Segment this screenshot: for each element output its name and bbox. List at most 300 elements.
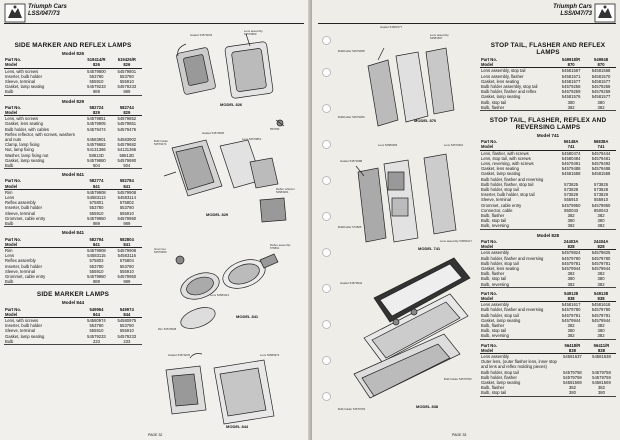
part-number: 380 (597, 328, 605, 334)
part-number: 553780 (119, 73, 134, 79)
binder-hole (322, 140, 331, 149)
parts-table (4, 178, 142, 227)
part-description: Bulb holder, flasher and reversing (481, 176, 544, 182)
part-number: 54579233 (117, 333, 137, 339)
part-number-header: 56148A (563, 139, 579, 145)
callout-c16: Bulbholder 54579259 (338, 115, 365, 119)
brand-ref-right: LSS/047/73 (560, 11, 592, 17)
part-description: Bulb holder, stop tail (481, 312, 519, 318)
part-number: 555910 (119, 328, 134, 334)
part-description: Bulb (5, 89, 14, 95)
part-description: Lens, stop tail, with screws (481, 155, 531, 161)
part-description: Bulb, flasher (481, 322, 505, 328)
part-number: 54579950 (591, 202, 611, 208)
part-number: 54583114 (117, 195, 136, 201)
part-number: 382 (567, 322, 575, 328)
model-number-header: 844 (81, 312, 111, 318)
part-description: Rim (5, 247, 13, 253)
part-number: 54579824 (561, 250, 581, 256)
part-description: Rim (5, 189, 13, 195)
callout-c15: Lens assembly 54581567 (430, 33, 449, 40)
callout-c19: Bulbholder 573825 (338, 225, 362, 229)
table-row (480, 105, 616, 111)
model-number-header: 741 (556, 144, 586, 150)
caption-model-844: MODEL 844 (226, 424, 249, 429)
part-number: 54581571 (561, 73, 581, 79)
part-number: 54581569 (592, 379, 611, 385)
model-number-header: 841 (81, 184, 111, 190)
callout-c13: Gasket 54581577 (380, 25, 403, 29)
part-description: Reflex assembly (5, 200, 36, 206)
part-number: 54579908 (87, 189, 106, 195)
part-number: 54579759 (563, 374, 582, 380)
part-number: 54579944 (561, 317, 581, 323)
triumph-logo-icon-right (594, 3, 616, 23)
parts-table-741 (480, 133, 616, 230)
part-description: Grommet, cable entry (5, 273, 46, 279)
part-number: 380 (567, 218, 575, 224)
part-number: 233 (123, 338, 131, 344)
part-number: 553780 (89, 263, 104, 269)
parts-table (480, 343, 616, 397)
model-number-header: 828 (586, 244, 616, 250)
part-description: Connector, cable (481, 207, 513, 213)
part-number: 54581567 (561, 68, 581, 74)
part-number: 382 (597, 271, 605, 277)
part-number: 380 (568, 390, 576, 396)
part-description: Bulb (5, 279, 14, 285)
part-number-header: 582794 (89, 236, 104, 242)
part-number: 382 (597, 385, 605, 391)
model-number-header: 870 (556, 62, 586, 68)
part-description: Bulb holder, stop tail (481, 260, 519, 266)
part-description: Lens assembly, flasher (481, 73, 524, 79)
part-number: 54581558 (591, 171, 611, 177)
parts-table-838a (480, 291, 616, 340)
part-number-header: 56838A (593, 139, 609, 145)
part-number: 54581568 (591, 68, 611, 74)
part-description: Bulb holder, stop tail (481, 369, 519, 375)
caption-model-741: MODEL 741 (418, 246, 441, 251)
left-diagrams (150, 28, 308, 438)
part-no-label: Part No. (481, 238, 498, 244)
part-description: Bulb, stop tail (481, 390, 507, 396)
part-description: Reflex reflector, with screws, washers (5, 131, 75, 137)
part-number: 54579908 (87, 247, 106, 253)
part-description: Washer, lamp fixing nut (5, 152, 49, 158)
model-label: Model (4, 242, 81, 248)
part-description: Bulb, reversing (481, 333, 509, 339)
part-description: Bulb (5, 221, 14, 227)
left-header (0, 0, 312, 26)
part-number: 573829 (594, 192, 609, 198)
part-description: Nut, lamp fixing (5, 147, 34, 153)
part-number: 54581618 (591, 302, 611, 308)
parts-table (4, 307, 142, 345)
model-label: Model (4, 110, 81, 116)
model-title: Model 829 (61, 98, 85, 104)
part-number: 575804 (119, 258, 134, 264)
callout-c20: Lens 54579491 (444, 143, 464, 147)
part-description: Gasket, lamp seating (481, 379, 521, 385)
part-description: and lens and reflex molding pieces) (481, 364, 547, 370)
part-number: 54579780 (561, 307, 581, 313)
part-number: 54579801 (117, 68, 137, 74)
part-number: 575801 (89, 200, 104, 206)
binder-hole (322, 248, 331, 257)
part-number: 54579682 (117, 142, 137, 148)
binder-hole (322, 176, 331, 185)
table-row (480, 390, 616, 396)
part-number: 54579488 (591, 166, 611, 172)
part-description: Bulb (5, 163, 14, 169)
parts-table (480, 139, 616, 229)
part-number: 850043 (564, 207, 579, 213)
model-number-header: 841 (112, 242, 142, 248)
caption-model-870: MODEL 870 (414, 118, 437, 123)
part-number-header: 549974 (119, 306, 134, 312)
model-label: Model (480, 244, 556, 250)
part-number-header: 519426/R (117, 57, 136, 63)
part-description: Sleeve, terminal (5, 79, 36, 85)
part-number: 380 (567, 276, 575, 282)
part-no-label: Part No. (5, 236, 22, 242)
part-number: 54581570 (591, 73, 611, 79)
part-number: 58813D (119, 152, 135, 158)
small-part-number: 553780 (270, 127, 280, 131)
part-number: 54579259 (591, 89, 611, 95)
callout-c7: Grommet 54579950 (154, 247, 167, 254)
model-label: Model (4, 62, 81, 68)
part-number: 989 (92, 89, 100, 95)
part-number-header: 582774 (89, 178, 104, 184)
callout-c5: Lens 54579851 (242, 137, 262, 141)
model-title: Model 841 (61, 172, 85, 178)
parts-table-844 (4, 300, 142, 345)
part-description: Bulb holder, flasher and reflex (481, 89, 537, 95)
callout-c2: Lens assembly 54579800 (244, 29, 263, 36)
section-title-side-marker: SIDE MARKER LAMPS (36, 291, 110, 299)
model-title: Model 841 (61, 230, 85, 236)
part-description: Lens assembly (481, 250, 509, 256)
part-number: 54579491 (561, 161, 581, 167)
part-number: 54579950 (117, 215, 137, 221)
part-description: Sleeve, terminal (481, 197, 512, 203)
part-number: 573825 (564, 181, 579, 187)
part-number: 54579258 (591, 84, 611, 90)
part-description: Bulb, flasher (481, 213, 505, 219)
part-number-header: 549128 (564, 290, 579, 296)
part-number: 573829 (564, 192, 579, 198)
part-number: 382 (597, 223, 605, 229)
part-number: 54579780 (561, 255, 581, 261)
section-title-stop-tail-reversing: STOP TAIL, FLASHER, REFLEX AND REVERSING LAMPS (489, 117, 607, 132)
part-number-header: 56418/R (564, 342, 581, 348)
part-description: Bulb, flasher (481, 104, 505, 110)
callout-c1: Gasket 54579233 (190, 33, 213, 37)
parts-table-826 (4, 51, 142, 96)
part-number-header: 582804 (119, 236, 134, 242)
header-rule-right (318, 23, 616, 24)
part-description: Lens, with screws (5, 116, 39, 122)
part-number: 54579781 (561, 312, 581, 318)
part-number: 382 (567, 104, 575, 110)
part-description: Grommet, cable entry (481, 202, 522, 208)
part-number: 54581577 (591, 94, 611, 100)
part-number: 380 (597, 390, 605, 396)
callout-c12: Lens 54580974 (260, 353, 280, 357)
part-number: 54579488 (561, 166, 581, 172)
model-label: Model (4, 184, 81, 190)
model-number-header: 838 (586, 296, 616, 302)
part-description: Lens, flasher, with screws (481, 150, 529, 156)
part-number: 553780 (89, 73, 104, 79)
part-number: 54579258 (561, 84, 581, 90)
table-row (480, 223, 616, 229)
callout-c23: Bulb holder 54579780 (444, 377, 472, 381)
part-number: 575802 (119, 200, 134, 206)
part-number: 54579492 (591, 161, 611, 167)
binder-hole (322, 320, 331, 329)
part-number: 382 (567, 223, 575, 229)
callout-c14: Bulbholder 54579258 (338, 49, 365, 53)
model-number-header: 741 (586, 144, 616, 150)
part-number: 54579880 (87, 157, 106, 163)
callout-c3: Bulb holder 54579474 (154, 139, 169, 146)
binder-hole (322, 392, 331, 401)
model-number-header: 841 (81, 242, 111, 248)
model-number-header: 838 (558, 348, 587, 354)
part-number: 54579781 (591, 312, 611, 318)
parts-table (480, 57, 616, 111)
part-number: 504 (123, 163, 131, 169)
part-number: 380 (567, 328, 575, 334)
part-number: 54579780 (591, 255, 611, 261)
model-title: Model 826 (61, 51, 85, 56)
part-description: and nuts (5, 137, 22, 143)
part-description: Bulb, flasher (481, 385, 505, 391)
part-description: Bulb, flasher (481, 271, 505, 277)
part-number: 382 (597, 281, 605, 287)
part-number: 54580974 (87, 317, 106, 323)
part-number: 382 (567, 281, 575, 287)
part-number-header: 549918/R (562, 57, 581, 62)
brand-block (28, 4, 67, 18)
model-label: Model (480, 348, 558, 354)
part-description: Outer lens, (outer flasher lens, inner stop (481, 359, 557, 365)
table-row (480, 333, 616, 339)
part-number: 54579476 (117, 126, 137, 132)
table-row (4, 279, 142, 285)
part-number: 54581637 (563, 353, 582, 359)
part-number: 989 (123, 279, 131, 285)
part-description: Bulb holder assembly, stop tail (481, 84, 538, 90)
part-description: Gasket, lens seating (481, 78, 519, 84)
triumph-logo-icon (4, 3, 26, 23)
part-description: Gasket, lamp seating (5, 157, 45, 163)
part-description: Reflex assembly (5, 258, 36, 264)
callout-c6: Reflex reflector 54583901 (276, 187, 295, 194)
parts-table (4, 237, 142, 286)
part-number-header: 549964 (89, 306, 104, 312)
part-number: 54579758 (563, 369, 582, 375)
right-page (312, 0, 620, 440)
part-number: 555910 (89, 328, 104, 334)
part-description: Bulb holder, flasher and reversing (481, 307, 544, 313)
model-number-header: 826 (112, 62, 142, 68)
part-description: Bulb (5, 338, 14, 344)
model-number-header: 829 (112, 110, 142, 116)
part-number: 575803 (89, 258, 104, 264)
part-description: Sleeve, terminal (5, 268, 36, 274)
parts-table-838b (480, 343, 616, 397)
part-number: 54579758 (592, 369, 611, 375)
part-number: 54579905 (87, 121, 106, 127)
binder-hole (322, 104, 331, 113)
part-description: Bulb holder, flasher and reversing (481, 255, 544, 261)
part-description: Gasket, lamp seating (481, 94, 521, 100)
part-number: 54579474 (87, 126, 106, 132)
part-number: 553780 (119, 205, 134, 211)
part-number: 54579950 (117, 273, 137, 279)
part-number: 54581577 (561, 78, 581, 84)
part-description: Bulb holder, flasher, stop tail (481, 181, 534, 187)
part-description: Lens (5, 253, 15, 259)
part-number: 54581638 (592, 353, 611, 359)
right-parts-column (480, 40, 616, 400)
left-page-number: PAGE 32 (148, 433, 163, 437)
part-number: 54579781 (561, 260, 581, 266)
model-title: Model 741 (536, 133, 560, 139)
part-description: Bulb, stop tail (481, 99, 507, 105)
part-number-header: 582784 (119, 178, 134, 184)
part-number: 54581577 (591, 78, 611, 84)
part-description: Lens, reversing, with screws (481, 161, 534, 167)
part-number: 382 (597, 213, 605, 219)
part-number: 555910 (594, 197, 609, 203)
part-number: 54581617 (561, 302, 581, 308)
callout-c17: Lens 54580484 (378, 143, 398, 147)
model-label: Model (480, 296, 556, 302)
part-number: 233 (92, 338, 100, 344)
part-number: 54581558 (561, 171, 581, 177)
part-number: 54579759 (592, 374, 611, 380)
part-no-label: Part No. (5, 178, 22, 184)
part-number: 54581569 (563, 379, 582, 385)
brand-name-right: Triumph Cars (553, 4, 592, 10)
brand-block-right (553, 4, 592, 18)
part-number: 54583901 (87, 137, 106, 143)
model-label: Model (480, 144, 556, 150)
model-number-header: 838 (587, 348, 616, 354)
callout-c8: Reflex assembly 575801 (270, 243, 291, 250)
part-number: 54579944 (591, 265, 611, 271)
part-description: Grommet, cable entry (5, 215, 46, 221)
part-number: 989 (92, 221, 100, 227)
binder-hole (322, 356, 331, 365)
part-number: 54579233 (87, 84, 106, 90)
table-row (4, 339, 142, 345)
part-no-label: Part No. (5, 57, 22, 63)
part-no-label: Part No. (481, 139, 498, 145)
model-number-header: 844 (112, 312, 142, 318)
part-number: 54579851 (117, 121, 137, 127)
part-number: 504 (92, 163, 100, 169)
part-description: Inserter, bulb holder (5, 205, 43, 211)
part-number: 989 (123, 89, 131, 95)
part-number: 54579781 (591, 260, 611, 266)
part-number: 850043 (594, 207, 609, 213)
model-number-header: 828 (556, 244, 586, 250)
part-no-label: Part No. (481, 290, 498, 296)
part-number: 54580975 (117, 317, 137, 323)
part-description: Lens (5, 195, 15, 201)
part-number-header: 24403A (563, 238, 579, 244)
header-rule (4, 23, 304, 24)
binder-hole (322, 36, 331, 45)
model-label: Model (4, 312, 81, 318)
part-number: 573828 (564, 187, 579, 193)
left-parts-column (4, 40, 142, 348)
part-description: Gasket, lens seating (5, 121, 43, 127)
part-description: Lens assembly (481, 302, 509, 308)
brand-name: Triumph Cars (28, 4, 67, 10)
part-number-header: 549948 (594, 57, 609, 62)
part-number: 380 (597, 276, 605, 282)
part-number: 54579825 (591, 250, 611, 256)
part-description: Gasket, lamp seating (5, 84, 45, 90)
part-description: Gasket, lamp seating (5, 333, 45, 339)
part-description: Bulb holder, flasher (481, 374, 517, 380)
binder-hole (322, 68, 331, 77)
part-number: 54583902 (117, 137, 137, 143)
part-description: Gasket, lens seating (481, 265, 519, 271)
caption-model-838: MODEL 838 (416, 404, 439, 409)
part-description: Lens, with screws (5, 317, 39, 323)
part-description: Inserter, bulb holder (5, 323, 43, 329)
exploded-views-left (150, 28, 308, 438)
part-description: Inserter, bulb holder, stop tail (481, 192, 535, 198)
part-number: 54131366 (117, 147, 137, 153)
part-number: 54579800 (87, 68, 106, 74)
part-number: 54579259 (561, 89, 581, 95)
part-number: 54579908 (117, 189, 137, 195)
part-description: Inserter, bulb holder (5, 263, 43, 269)
part-number: 54580484 (561, 155, 581, 161)
part-number: 54579233 (87, 333, 106, 339)
part-number: 54579851 (87, 116, 106, 122)
binder-hole (322, 284, 331, 293)
callout-c4: Gasket 54579905 (202, 131, 225, 135)
parts-table (480, 239, 616, 288)
part-number: 54581576 (561, 94, 581, 100)
part-description: Sleeve, terminal (5, 210, 36, 216)
part-description: Bulb, stop tail (481, 328, 507, 334)
part-description: Bulb holder, stop tail (481, 187, 519, 193)
part-number: 555910 (89, 79, 104, 85)
part-number: 54579780 (591, 307, 611, 313)
callout-c18: Gasket 54579488 (340, 159, 363, 163)
brand-ref: LSS/047/73 (28, 11, 60, 17)
part-number: 58813D (89, 152, 104, 158)
part-number: 382 (597, 333, 605, 339)
part-description: Bulb, stop tail (481, 276, 507, 282)
part-description: Gasket, lens seating (481, 166, 519, 172)
model-number-header: 841 (112, 184, 142, 190)
model-number-header: 829 (81, 110, 111, 116)
part-number: 54579852 (117, 116, 137, 122)
table-row (4, 89, 142, 95)
